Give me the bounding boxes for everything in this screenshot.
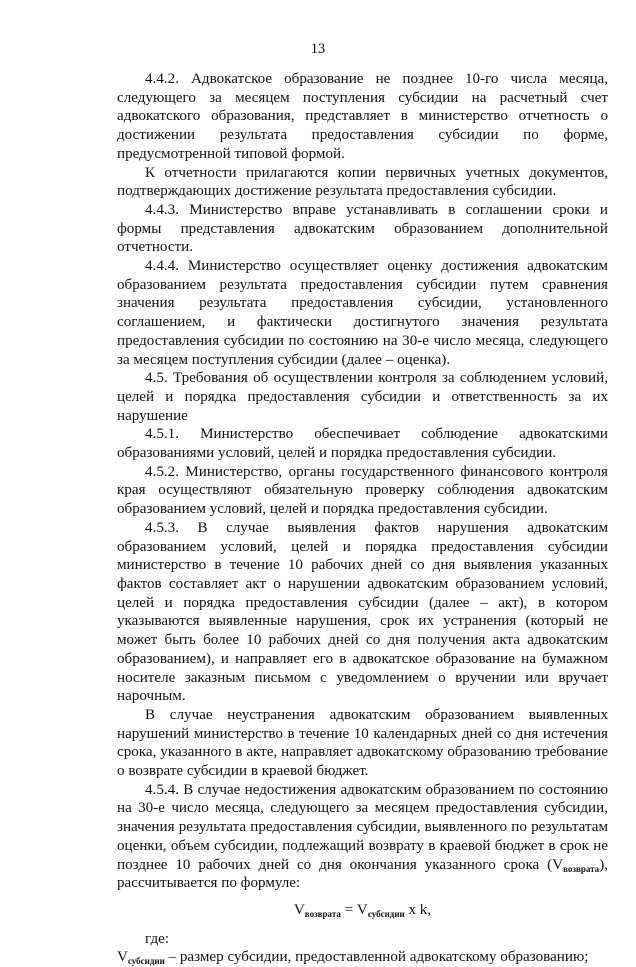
formula-rhs-subscript: субсидии (367, 908, 405, 919)
paragraph-4-5-4 (117, 781, 608, 893)
formula-rhs: V (356, 901, 368, 918)
paragraph-4-5-4-text: 4.5.4. В случае недостижения адвокатским образованием по состоянию на 30-е число месяца, следующего за месяцем предоставления субсидии, значения результата предоставления субсидии, выявленного по результатам оценки, объем субсидии, подлежащий возврату в краевой бюджет в срок не позднее 10 рабочих дней со дня окончания указанного срока ( (117, 781, 608, 873)
definition-text: – размер субсидии, предоставленной адвокатскому образованию; (164, 949, 589, 966)
definition-variable: V (117, 949, 128, 966)
paragraph-4-4-3: 4.4.3. Министерство вправе устанавливать в соглашении сроки и формы представления адвокатским образованием дополнительной отчетности. (117, 201, 608, 256)
paragraph-4-5-2: 4.5.2. Министерство, органы государственного финансового контроля края осуществляют обязательную проверку соблюдения адвокатским образованием условий, целей и порядка предоставления субсидии. (117, 463, 608, 518)
where-label: где: (145, 930, 170, 947)
paragraph-4-5-1: 4.5.1. Министерство обеспечивает соблюдение адвокатскими образованиями условий, целей и порядка предоставления субсидии. (117, 426, 608, 462)
definition-variable-subscript: субсидии (127, 956, 165, 967)
paragraph-4-5-4-end: ), рассчитывается по формуле: (117, 856, 608, 892)
document-body (117, 70, 608, 967)
page-number: 13 (310, 41, 326, 57)
formula-tail: x k, (404, 901, 432, 918)
paragraph-4-5-3: 4.5.3. В случае выявления фактов нарушения адвокатским образованием условий, целей и порядка предоставления субсидии министерство в течение 10 рабочих дней со дня выявления указанных фактов составляет акт о нарушении адвокатским образованием условий, целей и порядка предоставления субсидии (далее – акт), в котором указываются выявленные нарушения, срок их устранения (который не может быть более 10 рабочих дней со дня получения акта адвокатским образованием), и направляет его в адвокатское образование на бумажном носителе заказным письмом с уведомлением о вручении или вручает нарочным. (117, 519, 608, 705)
paragraph-4-4-2: 4.4.2. Адвокатское образование не позднее 10-го числа месяца, следующего за месяцем поступления субсидии на расчетный счет адвокатского образования, представляет в министерство отчетность о достижении результата предоставления субсидии по форме, предусмотренной типовой формой. (117, 71, 608, 162)
formula-equals: = (340, 901, 357, 918)
paragraph-non-elimination: В случае неустранения адвокатским образованием выявленных нарушений министерство в течение 10 календарных дней со дня истечения срока, указанного в акте, направляет адвокатскому образованию требование о возврате субсидии в краевой бюджет. (117, 706, 608, 780)
return-formula (117, 901, 608, 920)
formula-lhs-subscript: возврата (304, 908, 341, 919)
definition-v-subsidy (117, 948, 608, 967)
variable-v-return: V (552, 856, 564, 873)
paragraph-4-4-4: 4.4.4. Министерство осуществляет оценку достижения адвокатским образованием результата предоставления субсидии путем сравнения значения результата предоставления субсидии, установленного соглашением, и фактически достигнутого значения результата предоставления субсидии по состоянию на 30-е число месяца, следующего за месяцем поступления субсидии (далее – оценка). (117, 258, 608, 368)
variable-v-return-subscript: возврата (563, 863, 600, 874)
formula-lhs: V (293, 901, 305, 918)
paragraph-4-5-heading: 4.5. Требования об осуществлении контроля за соблюдением условий, целей и порядка предоставления субсидии и ответственность за их нарушение (117, 370, 608, 424)
paragraph-attachments: К отчетности прилагаются копии первичных учетных документов, подтверждающих достижение результата предоставления субсидии. (117, 164, 608, 200)
